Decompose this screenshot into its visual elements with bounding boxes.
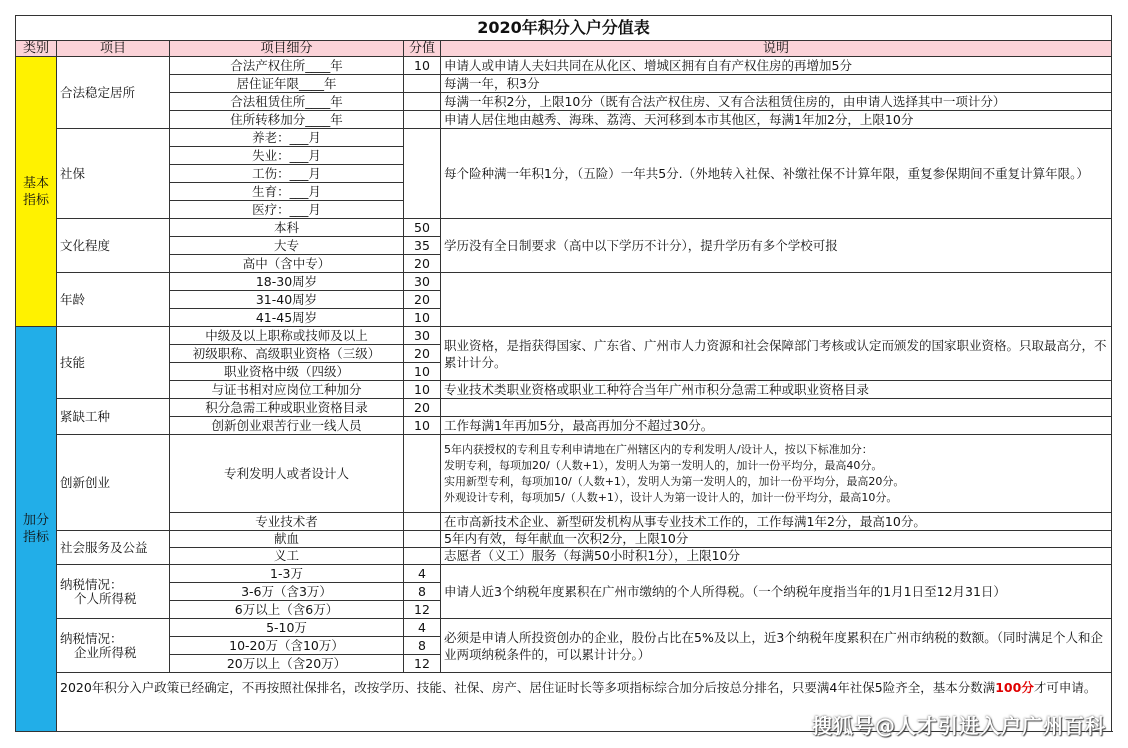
item-skill: 技能 bbox=[57, 327, 170, 399]
item-innovation: 创新创业 bbox=[57, 435, 170, 531]
detail-cell: 6万以上（含6万） bbox=[170, 601, 404, 619]
header-category: 类别 bbox=[16, 41, 57, 57]
desc-cell: 在市高新技术企业、新型研发机构从事专业技术工作的，工作每满1年2分，最高10分。 bbox=[441, 513, 1112, 531]
desc-cell: 每满一年，积3分 bbox=[441, 75, 1112, 93]
detail-cell: 31-40周岁 bbox=[170, 291, 404, 309]
tax-label: 纳税情况： bbox=[60, 576, 123, 592]
score-cell: 35 bbox=[404, 237, 441, 255]
desc-cell: 申请人居住地由越秀、海珠、荔湾、天河移到本市其他区，每满1年加2分，上限10分 bbox=[441, 111, 1112, 129]
detail-cell: 41-45周岁 bbox=[170, 309, 404, 327]
header-desc: 说明 bbox=[441, 41, 1112, 57]
detail-cell: 本科 bbox=[170, 219, 404, 237]
detail-cell: 20万以上（含20万） bbox=[170, 655, 404, 673]
tax-label: 纳税情况： bbox=[60, 630, 123, 646]
score-cell: 4 bbox=[404, 619, 441, 637]
desc-cell: 职业资格，是指获得国家、广东省、广州市人力资源和社会保障部门考核或认定而颁发的国家职业资格。只取最高分，不累计计分。 bbox=[441, 327, 1112, 381]
desc-cell: 学历没有全日制要求（高中以下学历不计分），提升学历有多个学校可报 bbox=[441, 219, 1112, 273]
item-tax-personal bbox=[57, 565, 170, 619]
score-cell: 30 bbox=[404, 273, 441, 291]
score-cell: 20 bbox=[404, 291, 441, 309]
desc-cell: 必须是申请人所投资创办的企业，股份占比在5%及以上，近3个纳税年度累积在广州市纳税的数额。（同时满足个人和企业两项纳税条件的，可以累计计分。） bbox=[441, 619, 1112, 673]
detail-cell: 初级职称、高级职业资格（三级） bbox=[170, 345, 404, 363]
footer-text: 2020年积分入户政策已经确定，不再按照社保排名，改按学历、技能、社保、房产、居住证时长等多项指标综合加分后按总分排名，只要满4年社保5险齐全，基本分数满 bbox=[60, 680, 996, 695]
watermark: 搜狐号@人才引进入户广州百科 bbox=[812, 714, 1106, 738]
tax-type: 个人所得税 bbox=[74, 590, 137, 606]
detail-cell: 医疗：___月 bbox=[170, 201, 404, 219]
score-cell bbox=[404, 513, 441, 531]
desc-cell: 申请人或申请人夫妇共同在从化区、增城区拥有自有产权住房的再增加5分 bbox=[441, 57, 1112, 75]
score-cell: 10 bbox=[404, 363, 441, 381]
detail-cell: 与证书相对应岗位工种加分 bbox=[170, 381, 404, 399]
detail-cell: 大专 bbox=[170, 237, 404, 255]
detail-cell: 18-30周岁 bbox=[170, 273, 404, 291]
detail-cell: 养老：___月 bbox=[170, 129, 404, 147]
score-cell: 30 bbox=[404, 327, 441, 345]
detail-cell: 积分急需工种或职业资格目录 bbox=[170, 399, 404, 417]
score-cell bbox=[404, 93, 441, 111]
score-cell: 8 bbox=[404, 583, 441, 601]
desc-cell: 工作每满1年再加5分，最高再加分不超过30分。 bbox=[441, 417, 1112, 435]
detail-cell: 专利发明人或者设计人 bbox=[170, 435, 404, 513]
desc-cell: 5年内有效，每年献血一次积2分，上限10分 bbox=[441, 531, 1112, 548]
score-cell bbox=[404, 548, 441, 565]
desc-cell bbox=[441, 399, 1112, 417]
desc-cell: 每个险种满一年积1分，（五险）一年共5分.（外地转入社保、补缴社保不计算年限，重复参保期间不重复计算年限。） bbox=[441, 129, 1112, 219]
category-basic-label: 基本 指标 bbox=[22, 175, 49, 208]
header-detail: 项目细分 bbox=[170, 41, 404, 57]
footer-highlight: 100分 bbox=[995, 680, 1034, 695]
score-cell: 12 bbox=[404, 655, 441, 673]
item-education: 文化程度 bbox=[57, 219, 170, 273]
item-residence: 合法稳定居所 bbox=[57, 57, 170, 129]
score-cell: 10 bbox=[404, 57, 441, 75]
item-tax-business bbox=[57, 619, 170, 673]
item-social: 社保 bbox=[57, 129, 170, 219]
score-cell: 20 bbox=[404, 399, 441, 417]
detail-cell: 失业：___月 bbox=[170, 147, 404, 165]
item-service: 社会服务及公益 bbox=[57, 531, 170, 565]
score-cell: 20 bbox=[404, 345, 441, 363]
detail-cell: 3-6万（含3万） bbox=[170, 583, 404, 601]
detail-cell: 献血 bbox=[170, 531, 404, 548]
detail-cell: 中级及以上职称或技师及以上 bbox=[170, 327, 404, 345]
detail-cell: 义工 bbox=[170, 548, 404, 565]
score-cell: 10 bbox=[404, 417, 441, 435]
detail-cell: 5-10万 bbox=[170, 619, 404, 637]
detail-cell: 生育：___月 bbox=[170, 183, 404, 201]
score-cell bbox=[404, 129, 441, 219]
detail-cell: 工伤：___月 bbox=[170, 165, 404, 183]
tax-type: 企业所得税 bbox=[74, 644, 137, 660]
score-cell: 8 bbox=[404, 637, 441, 655]
table-title: 2020年积分入户分值表 bbox=[16, 16, 1112, 41]
detail-cell: 1-3万 bbox=[170, 565, 404, 583]
score-cell: 10 bbox=[404, 381, 441, 399]
score-table bbox=[15, 15, 1112, 732]
patent-line: 实用新型专利，每项加10/（人数+1），发明人为第一发明人的，加计一份平均分，最高20分。 bbox=[444, 474, 905, 488]
patent-line: 5年内获授权的专利且专利申请地在广州辖区内的专利发明人/设计人，按以下标准加分： bbox=[444, 442, 873, 456]
detail-cell: 高中（含中专） bbox=[170, 255, 404, 273]
detail-cell: 住所转移加分____年 bbox=[170, 111, 404, 129]
desc-cell: 每满一年积2分，上限10分（既有合法产权住房、又有合法租赁住房的，由申请人选择其中一项计分） bbox=[441, 93, 1112, 111]
footer-tail: 才可申请。 bbox=[1033, 680, 1097, 695]
detail-cell: 10-20万（含10万） bbox=[170, 637, 404, 655]
header-score: 分值 bbox=[404, 41, 441, 57]
desc-cell: 专业技术类职业资格或职业工种符合当年广州市积分急需工种或职业资格目录 bbox=[441, 381, 1112, 399]
score-cell bbox=[404, 75, 441, 93]
patent-line: 外观设计专利，每项加5/（人数+1），设计人为第一设计人的，加计一份平均分，最高10分。 bbox=[444, 490, 898, 504]
desc-cell: 志愿者（义工）服务（每满50小时积1分），上限10分 bbox=[441, 548, 1112, 565]
category-bonus bbox=[16, 327, 57, 732]
detail-cell: 居住证年限____年 bbox=[170, 75, 404, 93]
detail-cell: 合法租赁住所____年 bbox=[170, 93, 404, 111]
desc-cell bbox=[441, 435, 1112, 513]
detail-cell: 合法产权住所____年 bbox=[170, 57, 404, 75]
category-basic bbox=[16, 57, 57, 327]
score-cell bbox=[404, 435, 441, 513]
score-cell: 20 bbox=[404, 255, 441, 273]
desc-cell bbox=[441, 273, 1112, 327]
category-bonus-label: 加分 指标 bbox=[22, 513, 49, 545]
header-item: 项目 bbox=[57, 41, 170, 57]
detail-cell: 职业资格中级（四级） bbox=[170, 363, 404, 381]
score-cell: 10 bbox=[404, 309, 441, 327]
score-cell bbox=[404, 111, 441, 129]
desc-cell: 申请人近3个纳税年度累积在广州市缴纳的个人所得税。（一个纳税年度指当年的1月1日至12月31日） bbox=[441, 565, 1112, 619]
patent-line: 发明专利，每项加20/（人数+1），发明人为第一发明人的，加计一份平均分，最高40分。 bbox=[444, 458, 883, 472]
score-cell: 4 bbox=[404, 565, 441, 583]
detail-cell: 专业技术者 bbox=[170, 513, 404, 531]
score-cell: 50 bbox=[404, 219, 441, 237]
item-age: 年龄 bbox=[57, 273, 170, 327]
detail-cell: 创新创业艰苦行业一线人员 bbox=[170, 417, 404, 435]
item-shortage: 紧缺工种 bbox=[57, 399, 170, 435]
score-cell bbox=[404, 531, 441, 548]
score-cell: 12 bbox=[404, 601, 441, 619]
